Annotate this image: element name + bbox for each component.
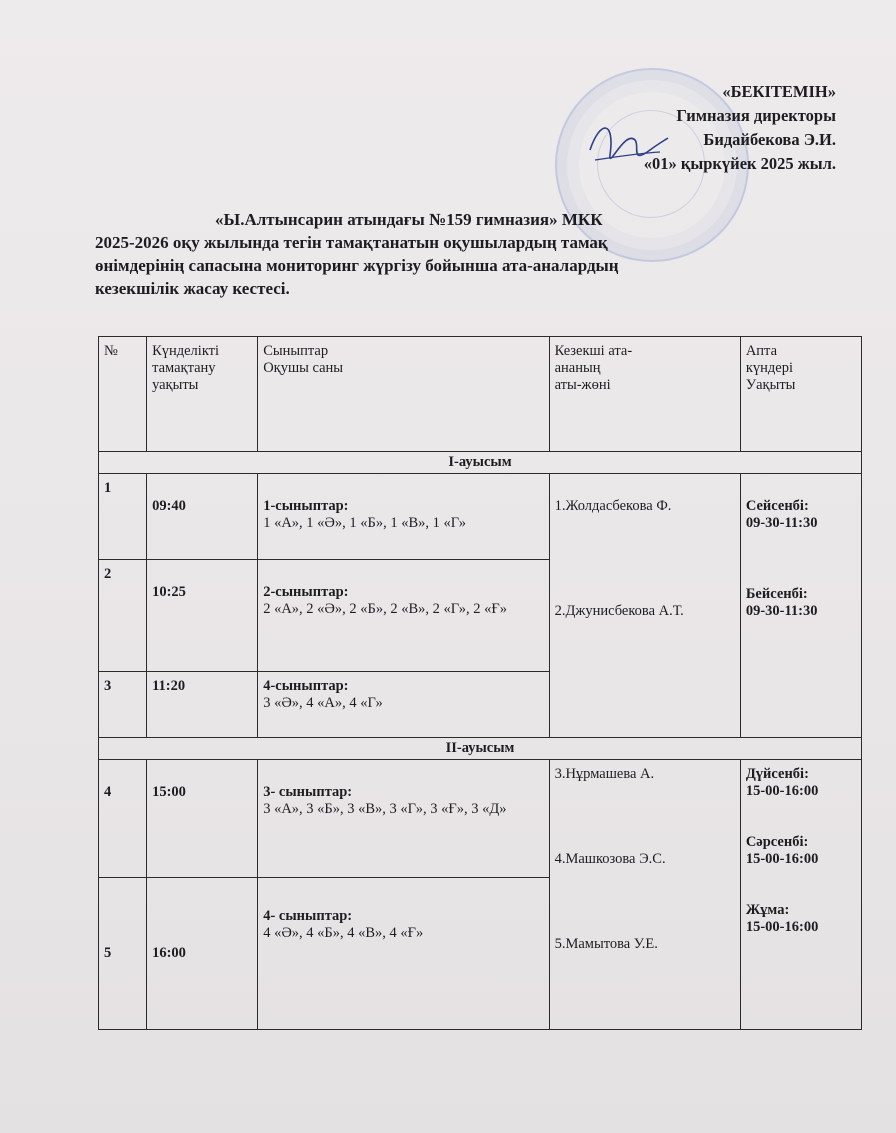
approval-title: «БЕКІТЕМІН»: [722, 82, 836, 101]
parent-name: 5.Мамытова У.Е.: [554, 936, 658, 952]
row-time: 16:00: [147, 878, 258, 1030]
duty-time: 15-00-16:00: [745, 851, 819, 867]
row-classes: 2-сыныптар: 2 «А», 2 «Ә», 2 «Б», 2 «В», 2 «Г», 2 «Ғ»: [258, 560, 549, 672]
row-classes: 4-сыныптар: 3 «Ә», 4 «А», 4 «Г»: [258, 672, 549, 738]
header-classes: Сыныптар Оқушы саны: [258, 337, 549, 452]
schedule-table: [98, 336, 862, 1030]
header-parent: Кезекші ата- ананың аты-жөні: [549, 337, 740, 452]
heading-line-2: 2025-2026 оқу жылында тегін тамақтанатын оқушылардың тамақ: [95, 233, 608, 252]
parent-name: 4.Машкозова Э.С.: [554, 851, 666, 867]
heading-line-4: кезекшілік жасау кестесі.: [95, 279, 290, 298]
row-time: 10:25: [147, 560, 258, 672]
duty-day: Жұма:: [745, 902, 790, 918]
duty-time: 09-30-11:30: [745, 515, 818, 531]
row-time: 11:20: [147, 672, 258, 738]
duty-time: 09-30-11:30: [745, 603, 818, 619]
approval-block: [644, 80, 836, 176]
heading-line-1: «Ы.Алтынсарин атындағы №159 гимназия» МКК: [215, 210, 603, 229]
shift1-parents: [549, 474, 740, 738]
header-time: Күнделікті тамақтану уақыты: [147, 337, 258, 452]
shift2-parents: [549, 760, 740, 1030]
row-classes: 1-сыныптар: 1 «А», 1 «Ә», 1 «Б», 1 «В», 1 «Г»: [258, 474, 549, 560]
row-classes: 3- сыныптар: 3 «А», 3 «Б», 3 «В», 3 «Г», 3 «Ғ», 3 «Д»: [258, 760, 549, 878]
row-time: 15:00: [147, 760, 258, 878]
shift-row-1: [99, 452, 862, 474]
row-time: 09:40: [147, 474, 258, 560]
table-row: [99, 474, 862, 560]
parent-name: 3.Нұрмашева А.: [554, 766, 655, 782]
shift-label: І-ауысым: [99, 452, 862, 474]
table-header-row: [99, 337, 862, 452]
duty-day: Бейсенбі:: [745, 586, 808, 602]
row-num: 5: [99, 878, 147, 1030]
shift1-days: [740, 474, 861, 738]
parent-name: 2.Джунисбекова А.Т.: [554, 603, 684, 619]
row-num: 2: [99, 560, 147, 672]
header-days: Апта күндері Уақыты: [740, 337, 861, 452]
duty-day: Сәрсенбі:: [745, 834, 809, 850]
row-num: 4: [99, 760, 147, 878]
approval-position: Гимназия директоры: [676, 106, 836, 125]
row-classes: 4- сыныптар: 4 «Ә», 4 «Б», 4 «В», 4 «Ғ»: [258, 878, 549, 1030]
duty-time: 15-00-16:00: [745, 919, 819, 935]
duty-day: Дүйсенбі:: [745, 766, 809, 782]
shift-row-2: [99, 738, 862, 760]
approval-name: Бидайбекова Э.И.: [703, 130, 836, 149]
duty-time: 15-00-16:00: [745, 783, 819, 799]
approval-date: «01» қыркүйек 2025 жыл.: [643, 154, 836, 173]
heading-line-3: өнімдерінің сапасына мониторинг жүргізу бойынша ата-аналардың: [95, 256, 619, 275]
table-row: [99, 760, 862, 878]
document-heading: [95, 208, 815, 300]
row-num: 3: [99, 672, 147, 738]
shift-label: ІІ-ауысым: [99, 738, 862, 760]
row-num: 1: [99, 474, 147, 560]
duty-day: Сейсенбі:: [745, 498, 809, 514]
shift2-days: [740, 760, 861, 1030]
parent-name: 1.Жолдасбекова Ф.: [554, 498, 672, 514]
header-num: №: [99, 337, 147, 452]
